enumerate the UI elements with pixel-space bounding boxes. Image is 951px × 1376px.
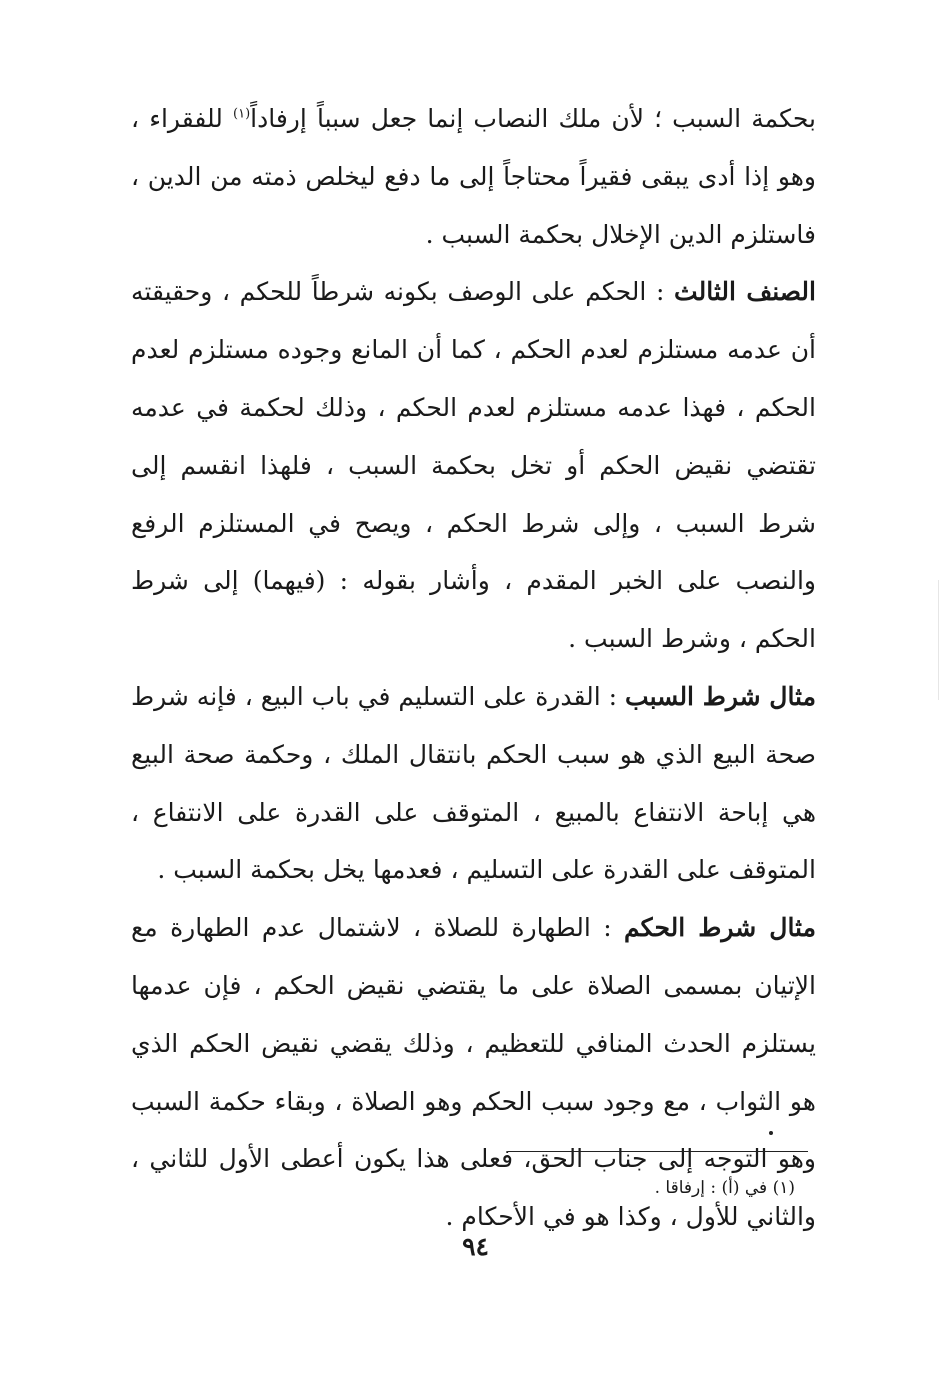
paragraph-3 (131, 668, 816, 899)
paragraph-4-text: : الطهارة للصلاة ، لاشتمال عدم الطهارة مع الإتيان بمسمى الصلاة على ما يقتضي نقيض الحكم ، فإن عدمها يستلزم الحدث المنافي للتعظيم ، وذلك يقضي نقيض الحكم الذي هو الثواب ، مع وجود سبب الحكم وهو الصلاة ، وبقاء حكمة السبب وهو التوجه إلى جناب الحق، فعلى هذا يكون أعطى الأول للثاني ، والثاني للأول ، وكذا هو في الأحكام . (131, 913, 816, 1232)
footnote: (١) في (أ) : إرفاقا . (654, 1178, 795, 1198)
page-number: ٩٤ (462, 1232, 489, 1261)
paragraph-3-text: : القدرة على التسليم في باب البيع ، فإنه شرط صحة البيع الذي هو سبب الحكم بانتقال الملك ، وحكمة صحة البيع هي إباحة الانتفاع بالمبيع ، المتوقف على القدرة على الانتفاع ، المتوقف على القدرة على التسليم ، فعدمها يخل بحكمة السبب . (131, 681, 816, 885)
paragraph-3-heading: مثال شرط السبب (625, 681, 816, 711)
paragraph-4-heading: مثال شرط الحكم (624, 913, 816, 943)
paragraph-1-text-b: للفقراء ، وهو إذا أدى يبقى فقيراً محتاجاً إلى ما دفع ليخلص ذمته من الدين ، فاستلزم الدين الإخلال بحكمة السبب . (131, 104, 816, 249)
footnote-marker-dot (769, 1131, 773, 1135)
paragraph-1-text-a: بحكمة السبب ؛ لأن ملك النصاب إنما جعل سبباً إرفاداً (250, 104, 816, 133)
paragraph-2-text: : الحكم على الوصف بكونه شرطاً للحكم ، وحقيقته أن عدمه مستلزم لعدم الحكم ، كما أن المانع وجوده مستلزم لعدم الحكم ، فهذا عدمه مستلزم لعدم الحكم ، وذلك لحكمة في عدمه تقتضي نقيض الحكم أو تخل بحكمة السبب ، فلهذا انقسم إلى شرط السبب ، وإلى شرط الحكم ، ويصح في المستلزم الرفع والنصب على الخبر المقدم ، وأشار بقوله : (فيهما) إلى شرط الحكم ، وشرط السبب . (131, 277, 816, 654)
main-text (131, 90, 816, 1246)
paragraph-1 (131, 90, 816, 263)
scan-margin-mark (938, 580, 939, 700)
paragraph-2 (131, 263, 816, 668)
paragraph-2-heading: الصنف الثالث (674, 277, 816, 307)
footnote-reference: (١) (233, 106, 251, 122)
footnote-separator (508, 1151, 808, 1152)
